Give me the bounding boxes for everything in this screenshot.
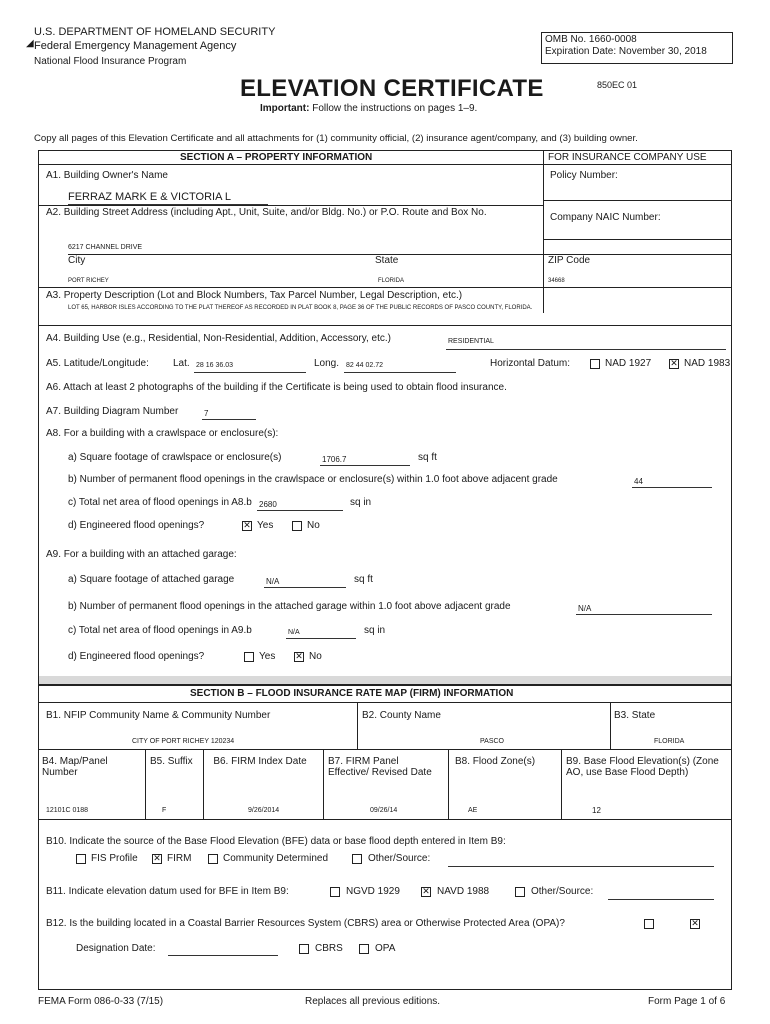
a7-diagram-number[interactable]: 7 <box>204 409 209 418</box>
community-determined-label: Community Determined <box>223 853 329 864</box>
b10-label: B10. Indicate the source of the Base Flood Elevation (BFE) data or base flood depth entered in Item B9: <box>46 836 506 847</box>
cbrs-label: CBRS <box>315 943 343 954</box>
omb-number: OMB No. 1660-0008 <box>545 34 637 45</box>
navd1988-checkbox[interactable]: ✕ <box>422 887 430 897</box>
a9-label: A9. For a building with an attached garage: <box>46 549 237 560</box>
a9d-no-label: No <box>309 651 322 662</box>
b3-label: B3. State <box>614 710 656 721</box>
copy-note: Copy all pages of this Elevation Certificate and all attachments for (1) community official, (2) insurance agent/company, and (3) building owner. <box>34 133 638 144</box>
a8-label: A8. For a building with a crawlspace or enclosure(s): <box>46 428 279 439</box>
designation-date-label: Designation Date: <box>76 943 156 954</box>
a5-label: A5. Latitude/Longitude: <box>46 358 149 369</box>
policy-number-label: Policy Number: <box>550 170 618 181</box>
section-divider-bar <box>39 676 731 684</box>
ngvd1929-checkbox[interactable] <box>330 887 340 897</box>
b9-bfe-value[interactable]: 12 <box>592 806 601 815</box>
a9a-value[interactable]: N/A <box>266 577 280 586</box>
section-b-heading: SECTION B – FLOOD INSURANCE RATE MAP (FIRM) INFORMATION <box>190 688 514 699</box>
b12-label: B12. Is the building located in a Coastal Barrier Resources System (CBRS) area or Otherwise Protected Area (OPA)? <box>46 918 565 929</box>
state-label: State <box>375 255 399 266</box>
horizontal-datum-label: Horizontal Datum: <box>490 358 571 369</box>
b1-label: B1. NFIP Community Name & Community Number <box>46 710 271 721</box>
long-label: Long. <box>314 358 340 369</box>
a8d-no-checkbox[interactable] <box>292 521 302 531</box>
b10-other-source-checkbox[interactable] <box>352 854 362 864</box>
replaces-note: Replaces all previous editions. <box>305 996 441 1007</box>
a9d-yes-label: Yes <box>259 651 276 662</box>
state-value[interactable]: FLORIDA <box>378 278 405 284</box>
a9c-label: c) Total net area of flood openings in A9.b <box>68 625 252 636</box>
b1-community-value[interactable]: CITY OF PORT RICHEY 120234 <box>132 738 235 745</box>
longitude-value[interactable]: 82 44 02.72 <box>346 362 383 369</box>
a8b-value[interactable]: 44 <box>634 477 643 486</box>
b5-label: B5. Suffix <box>150 756 193 767</box>
a8c-label: c) Total net area of flood openings in A8.b <box>68 497 252 508</box>
zip-code-value[interactable]: 34668 <box>548 278 565 284</box>
a2-street-address[interactable]: 6217 CHANNEL DRIVE <box>68 244 143 251</box>
nad1983-checkbox[interactable]: ✕ <box>670 359 678 369</box>
a9d-label: d) Engineered flood openings? <box>68 651 205 662</box>
firm-checkbox[interactable]: ✕ <box>153 854 161 864</box>
a1-owner-name[interactable]: FERRAZ MARK E & VICTORIA L <box>68 191 231 203</box>
a8c-unit: sq in <box>350 497 372 508</box>
a9a-unit: sq ft <box>354 574 373 585</box>
cbrs-checkbox[interactable] <box>299 944 309 954</box>
a8b-label: b) Number of permanent flood openings in the crawlspace or enclosure(s) within 1.0 foot above adjacent grade <box>68 474 558 485</box>
a4-label: A4. Building Use (e.g., Residential, Non-Residential, Addition, Accessory, etc.) <box>46 333 391 344</box>
a9d-yes-checkbox[interactable] <box>244 652 254 662</box>
b11-other-source-label: Other/Source: <box>531 886 594 897</box>
b8-label: B8. Flood Zone(s) <box>455 756 536 767</box>
important-label: Important: <box>260 103 310 114</box>
b7-label: B7. FIRM Panel Effective/ Revised Date <box>328 756 432 778</box>
a9b-value[interactable]: N/A <box>578 604 592 613</box>
a2-label: A2. Building Street Address (including Apt., Unit, Suite, and/or Bldg. No.) or P.O. Route and Box No. <box>46 207 487 218</box>
a8d-no-label: No <box>307 520 320 531</box>
a3-label: A3. Property Description (Lot and Block Numbers, Tax Parcel Number, Legal Description, etc.) <box>46 290 463 301</box>
ngvd1929-label: NGVD 1929 <box>346 886 400 897</box>
a8a-value[interactable]: 1706.7 <box>322 455 347 464</box>
city-value[interactable]: PORT RICHEY <box>68 278 109 284</box>
b6-index-date-value[interactable]: 9/26/2014 <box>248 807 280 814</box>
a9a-label: a) Square footage of attached garage <box>68 574 235 585</box>
firm-label: FIRM <box>167 853 192 864</box>
b4-label: B4. Map/Panel Number <box>42 756 108 778</box>
opa-checkbox[interactable] <box>359 944 369 954</box>
zip-code-label: ZIP Code <box>548 255 591 266</box>
opa-label: OPA <box>375 943 396 954</box>
a9c-unit: sq in <box>364 625 386 636</box>
company-use-heading: FOR INSURANCE COMPANY USE <box>548 152 707 163</box>
b3-state-value[interactable]: FLORIDA <box>654 738 685 745</box>
a8d-label: d) Engineered flood openings? <box>68 520 205 531</box>
expiration-date: Expiration Date: November 30, 2018 <box>545 46 707 57</box>
form-code: 850EC 01 <box>597 80 638 90</box>
a9c-value[interactable]: N/A <box>288 629 300 636</box>
department-name: U.S. DEPARTMENT OF HOMELAND SECURITY <box>34 26 276 38</box>
fis-profile-checkbox[interactable] <box>76 854 86 864</box>
important-note <box>260 103 477 114</box>
b10-other-source-label: Other/Source: <box>368 853 431 864</box>
nad1983-label: NAD 1983 <box>684 358 731 369</box>
b11-label: B11. Indicate elevation datum used for BFE in Item B9: <box>46 886 289 897</box>
b7-panel-date-value[interactable]: 09/26/14 <box>370 807 398 814</box>
arrow-marker-icon: ◢ <box>26 38 34 49</box>
naic-number-label: Company NAIC Number: <box>550 212 661 223</box>
b11-other-source-checkbox[interactable] <box>515 887 525 897</box>
b6-label: B6. FIRM Index Date <box>213 756 307 767</box>
section-a-heading: SECTION A – PROPERTY INFORMATION <box>180 152 373 163</box>
page-title: ELEVATION CERTIFICATE <box>240 75 544 102</box>
b4-map-panel-value[interactable]: 12101C 0188 <box>46 807 89 814</box>
a7-label: A7. Building Diagram Number <box>46 406 179 417</box>
lat-label: Lat. <box>173 358 190 369</box>
a8d-yes-checkbox[interactable]: ✕ <box>243 521 251 531</box>
nad1927-checkbox[interactable] <box>590 359 600 369</box>
a3-property-description[interactable]: LOT 65, HARBOR ISLES ACCORDING TO THE PLAT THEREOF AS RECORDED IN PLAT BOOK 8, PAGE 36 OF THE PUBLIC RECORDS OF PASCO COUNTY, FLORIDA. <box>68 305 533 311</box>
latitude-value[interactable]: 28 16 36.03 <box>196 362 233 369</box>
a8d-yes-label: Yes <box>257 520 274 531</box>
b8-flood-zone-value[interactable]: AE <box>468 807 478 814</box>
a8a-unit: sq ft <box>418 452 437 463</box>
important-text: Follow the instructions on pages 1–9. <box>312 103 478 114</box>
b12-yes-checkbox[interactable] <box>644 919 654 929</box>
a9b-label: b) Number of permanent flood openings in the attached garage within 1.0 foot above adjacent grade <box>68 601 511 612</box>
a8c-value[interactable]: 2680 <box>259 500 277 509</box>
a6-label: A6. Attach at least 2 photographs of the building if the Certificate is being used to obtain flood insurance. <box>46 382 507 393</box>
b5-suffix-value[interactable]: F <box>162 807 167 814</box>
page-number: Form Page 1 of 6 <box>648 996 726 1007</box>
a9d-no-checkbox[interactable]: ✕ <box>295 652 303 662</box>
nad1927-label: NAD 1927 <box>605 358 652 369</box>
agency-name: Federal Emergency Management Agency <box>34 40 237 52</box>
navd1988-label: NAVD 1988 <box>437 886 490 897</box>
a1-label: A1. Building Owner's Name <box>46 170 168 181</box>
b2-county-value[interactable]: PASCO <box>480 738 504 745</box>
b2-label: B2. County Name <box>362 710 441 721</box>
community-determined-checkbox[interactable] <box>208 854 218 864</box>
program-name: National Flood Insurance Program <box>34 56 187 67</box>
b12-no-checkbox[interactable]: ✕ <box>691 919 699 929</box>
b9-label: B9. Base Flood Elevation(s) (Zone AO, use Base Flood Depth) <box>566 756 719 778</box>
fis-profile-label: FIS Profile <box>91 853 138 864</box>
form-identifier: FEMA Form 086-0-33 (7/15) <box>38 996 164 1007</box>
a8a-label: a) Square footage of crawlspace or enclosure(s) <box>68 452 282 463</box>
city-label: City <box>68 255 86 266</box>
a4-building-use[interactable]: RESIDENTIAL <box>448 338 494 345</box>
